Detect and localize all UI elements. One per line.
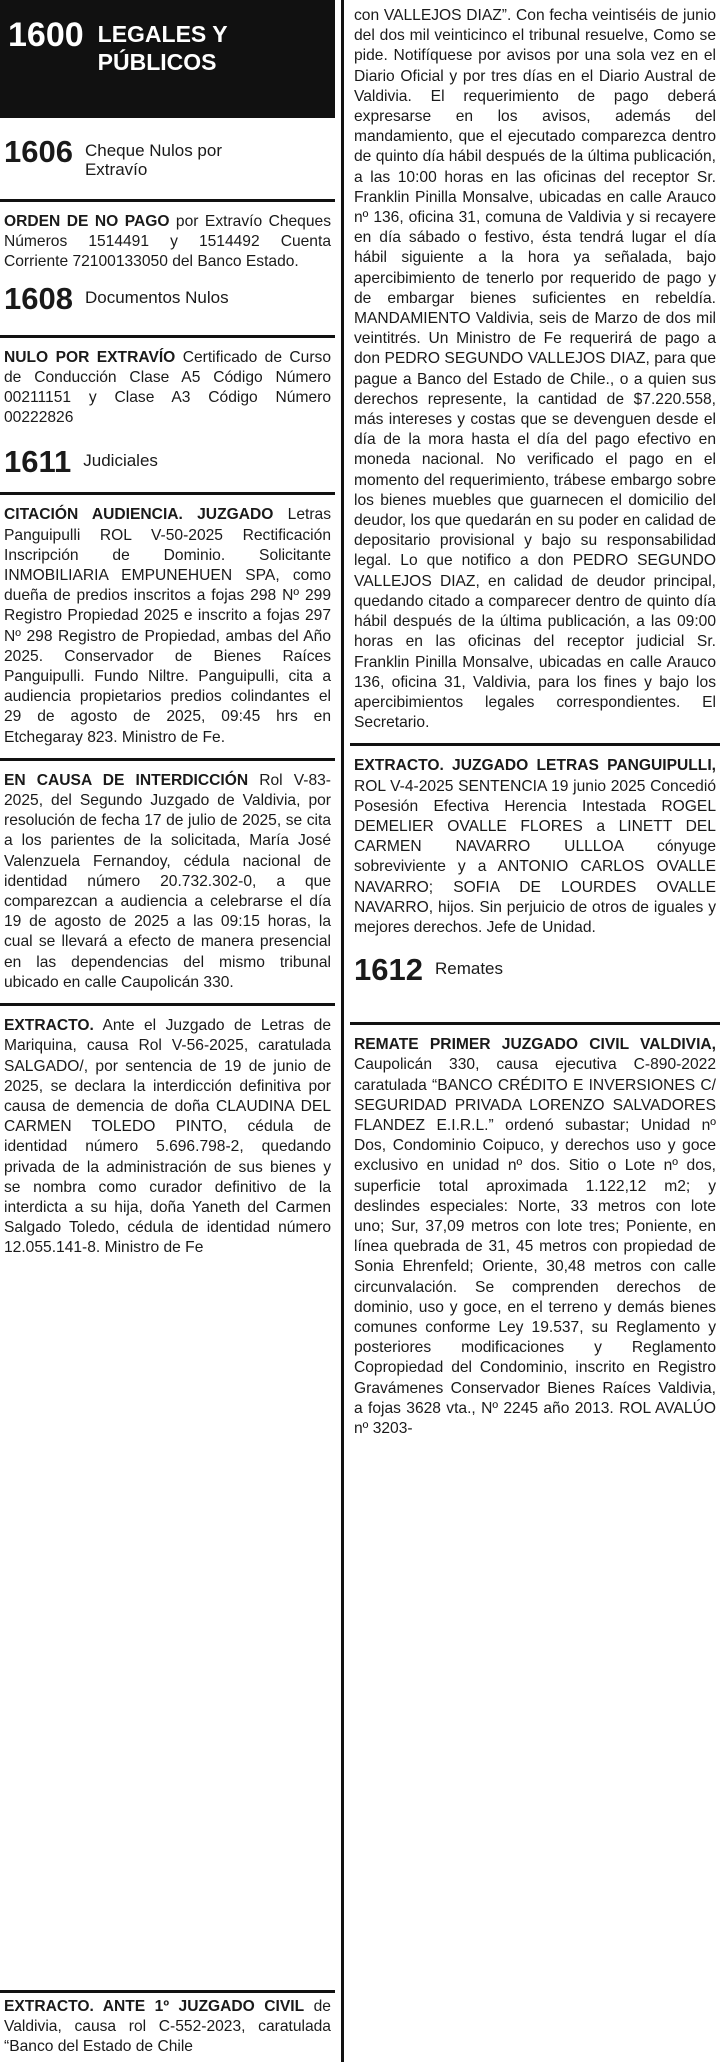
section-title: Judiciales [83,451,158,471]
notice-extracto-valdivia-wrapper [0,1990,335,2058]
notice-remate-valdivia [350,1035,720,1439]
notice-lead: EXTRACTO. JUZGADO LETRAS PANGUIPULLI, [354,757,716,775]
notice-extracto-panguipulli [350,756,720,938]
notice-lead: EXTRACTO. ANTE 1º JUZGADO CIVIL [4,1998,305,2015]
section-header-1606 [0,136,335,179]
notice-extracto-valdivia [0,1997,335,2058]
notice-lead: EN CAUSA DE INTERDICCIÓN [4,771,249,789]
notice-body: Rol V-83-2025, del Segundo Juzgado de Valdivia, por resolución de fecha 17 de julio de 2025, se cita a los parientes de la solicitada, María José Valenzuela Fernandoy, cédula nacional de identidad número 20.732.302-0, a que comparezcan a audiencia a celebrarse el día 19 de agosto de 2025 a las 09:15 horas, la cual se llevará a efecto de manera presencial en las dependencias del mismo tribunal ubicado en calle Caupolicán 330. [4,771,331,991]
section-banner-1600 [0,0,335,118]
left-column [0,0,335,2056]
notice-body: por Extravío Cheques Números 1514491 y 1514492 Cuenta Corriente 72100133050 del Banco Estado. [4,213,331,271]
notice-body: ROL V-4-2025 SENTENCIA 19 junio 2025 Concedió Posesión Efectiva Herencia Intestada ROGEL DEMELIER OVALLE FLORES a LINETT DEL CARMEN NAVARRO ULLLOA cónyuge sobreviviente y a ANTONIO CARLOS OVALLE NAVARRO; SOFIA DE LOURDES OVALLE NAVARRO, hijos. Sin perjuicio de otros de iguales y mejores derechos. Jefe de Unidad. [354,777,716,936]
notice-body: con VALLEJOS DIAZ”. Con fecha veintiséis de junio del dos mil veinticinco el tribunal resuelve, Como se pide. Notifíquese por avisos por una sola vez en el Diario Oficial y por tres días en el Diario Austral de Valdivia. El requerimiento de pago deberá expresarse en los avisos, además del mandamiento, que el ejecutado comparezca dentro de quinto día hábil después de la última publicación, a las 10:00 horas en las oficinas del receptor Sr. Franklin Pinilla Monsalve, ubicadas en calle Arauco nº 136, oficina 31, comuna de Valdivia y si recayere en día sábado o festivo, ésta tendrá lugar el día hábil siguiente a la hora ya señalada, bajo apercibimiento de tenerlo por requerido de pago y de embargar bienes suficientes en rebeldía. MANDAMIENTO Valdivia, seis de Marzo de dos mil veintitrés. Un Ministro de Fe requerirá de pago a don PEDRO SEGUNDO VALLEJOS DIAZ, para que pague a Banco del Estado de Chile., o a quien sus derechos represente, la cantidad de $7.220.558, más intereses y costas que se devenguen desde el día de la mora hasta el día del pago efectivo en moneda nacional. No verificado el pago en el momento del requerimiento, trábese embargo sobre los bienes muebles que guarnecen el domicilio del deudor, los que quedarán en su poder en calidad de depositario provisional y bajo su responsabilidad legal. Lo que notifico a don PEDRO SEGUNDO VALLEJOS DIAZ, en calidad de deudor principal, quedando citado a comparecer dentro de quinto día hábil después de la última publicación, a las 09:00 horas en las oficinas del receptor judicial Sr. Franklin Pinilla Monsalve, ubicadas en calle Arauco 136, oficina 31, Valdivia, para los fines y bajo los apercibimientos legales correspondientes. El Secretario. [354,7,716,732]
notice-body: Caupolicán 330, causa ejecutiva C-890-2022 caratulada “BANCO CRÉDITO E INVERSIONES C/ SEGURIDAD PRIVADA LORENZO SALVADORES FLANDEZ E.I.R.L.” ordenó subastar; Unidad nº Dos, Condominio Coipuco, y derechos uso y goce exclusivo en unidad nº dos. Sitio o Lote nº dos, superficie total aproximada 1.122,12 m2; y deslindes especiales: Norte, 33 metros con lote uno; Sur, 37,09 metros con lote tres; Poniente, en línea quebrada de 31, 45 metros con propiedad de Sonia Ehrenfeld; Oriente, 30,48 metros con calle circunvalación. Se comprenden derechos de dominio, uso y goce, en el terreno y demás bienes comunes conforme Ley 19.537, su Reglamento y posteriores modificaciones y Reglamento Copropiedad del Condominio, inscrito en Registro Gravámenes Conservador Bienes Raíces Valdivia, a fojas 3628 vta., Nº 2245 año 2013. ROL AVALÚO nº 3203- [354,1056,716,1437]
section-title: Cheque Nulos por Extravío [84,141,222,179]
right-column [350,0,720,1439]
notice-body: de Valdivia, causa rol C-552-2023, caratulada “Banco del Estado de Chile [4,1998,331,2056]
section-number: 1606 [4,134,73,169]
notice-lead: ORDEN DE NO PAGO [4,213,170,230]
notice-orden-no-pago [0,212,335,273]
notice-nulo-extravio [0,348,335,429]
section-title: Remates [434,959,503,979]
section-header-1608 [0,280,335,316]
notice-body: Certificado de Curso de Conducción Clase A5 Código Número 00211151 y Clase A3 Código Número 00222826 [4,348,331,427]
notice-lead: EXTRACTO. [4,1017,94,1035]
notice-lead: NULO POR EXTRAVÍO [4,348,176,366]
notice-interdiccion [0,771,335,993]
section-header-1611 [0,446,335,478]
notice-vallejos-continued [350,6,720,733]
notice-lead: CITACIÓN AUDIENCIA. JUZGADO [4,506,274,524]
banner-number: 1600 [8,16,84,54]
section-number: 1611 [4,444,72,480]
notice-body: Letras Panguipulli ROL V-50-2025 Rectificación Inscripción de Dominio. Solicitante INMOBILIARIA EMPUNEHUEN SPA, como dueña de predios inscritos a fojas 298 Nº 299 Registro Propiedad 2025 e inscrito a fojas 297 Nº 298 Registro de Propiedad, ambas del Año 2025. Conservador de Bienes Raíces Panguipulli. Fundo Niltre. Panguipulli, cita a audiencia propietarios predios colindantes el 29 de agosto de 2025, 09:45 hrs en Etchegaray 823. Ministro de Fe. [4,506,331,746]
notice-citacion-audiencia [0,505,335,747]
notice-lead: REMATE PRIMER JUZGADO CIVIL VALDIVIA, [354,1036,716,1054]
notice-extracto-mariquina [0,1016,335,1258]
notice-body: Ante el Juzgado de Letras de Mariquina, causa Rol V-56-2025, caratulada SALGADO/, por sentencia de 19 de junio de 2025, se declara la interdicción definitiva por causa de demencia de doña CLAUDINA DEL CARMEN TOLEDO PINTO, cédula de identidad número 5.696.798-2, quedando privada de la administración de sus bienes y se nombra como curador definitivo de la interdicta a su hija, doña Yaneth del Carmen Salgado Toledo, cédula de identidad número 12.055.141-8. Ministro de Fe [4,1017,331,1257]
column-divider [341,0,344,2062]
section-number: 1612 [354,952,423,988]
section-header-1612 [350,954,720,986]
section-number: 1608 [4,280,73,316]
section-title: Documentos Nulos [84,287,229,307]
banner-title: LEGALES Y PÚBLICOS [97,21,228,75]
